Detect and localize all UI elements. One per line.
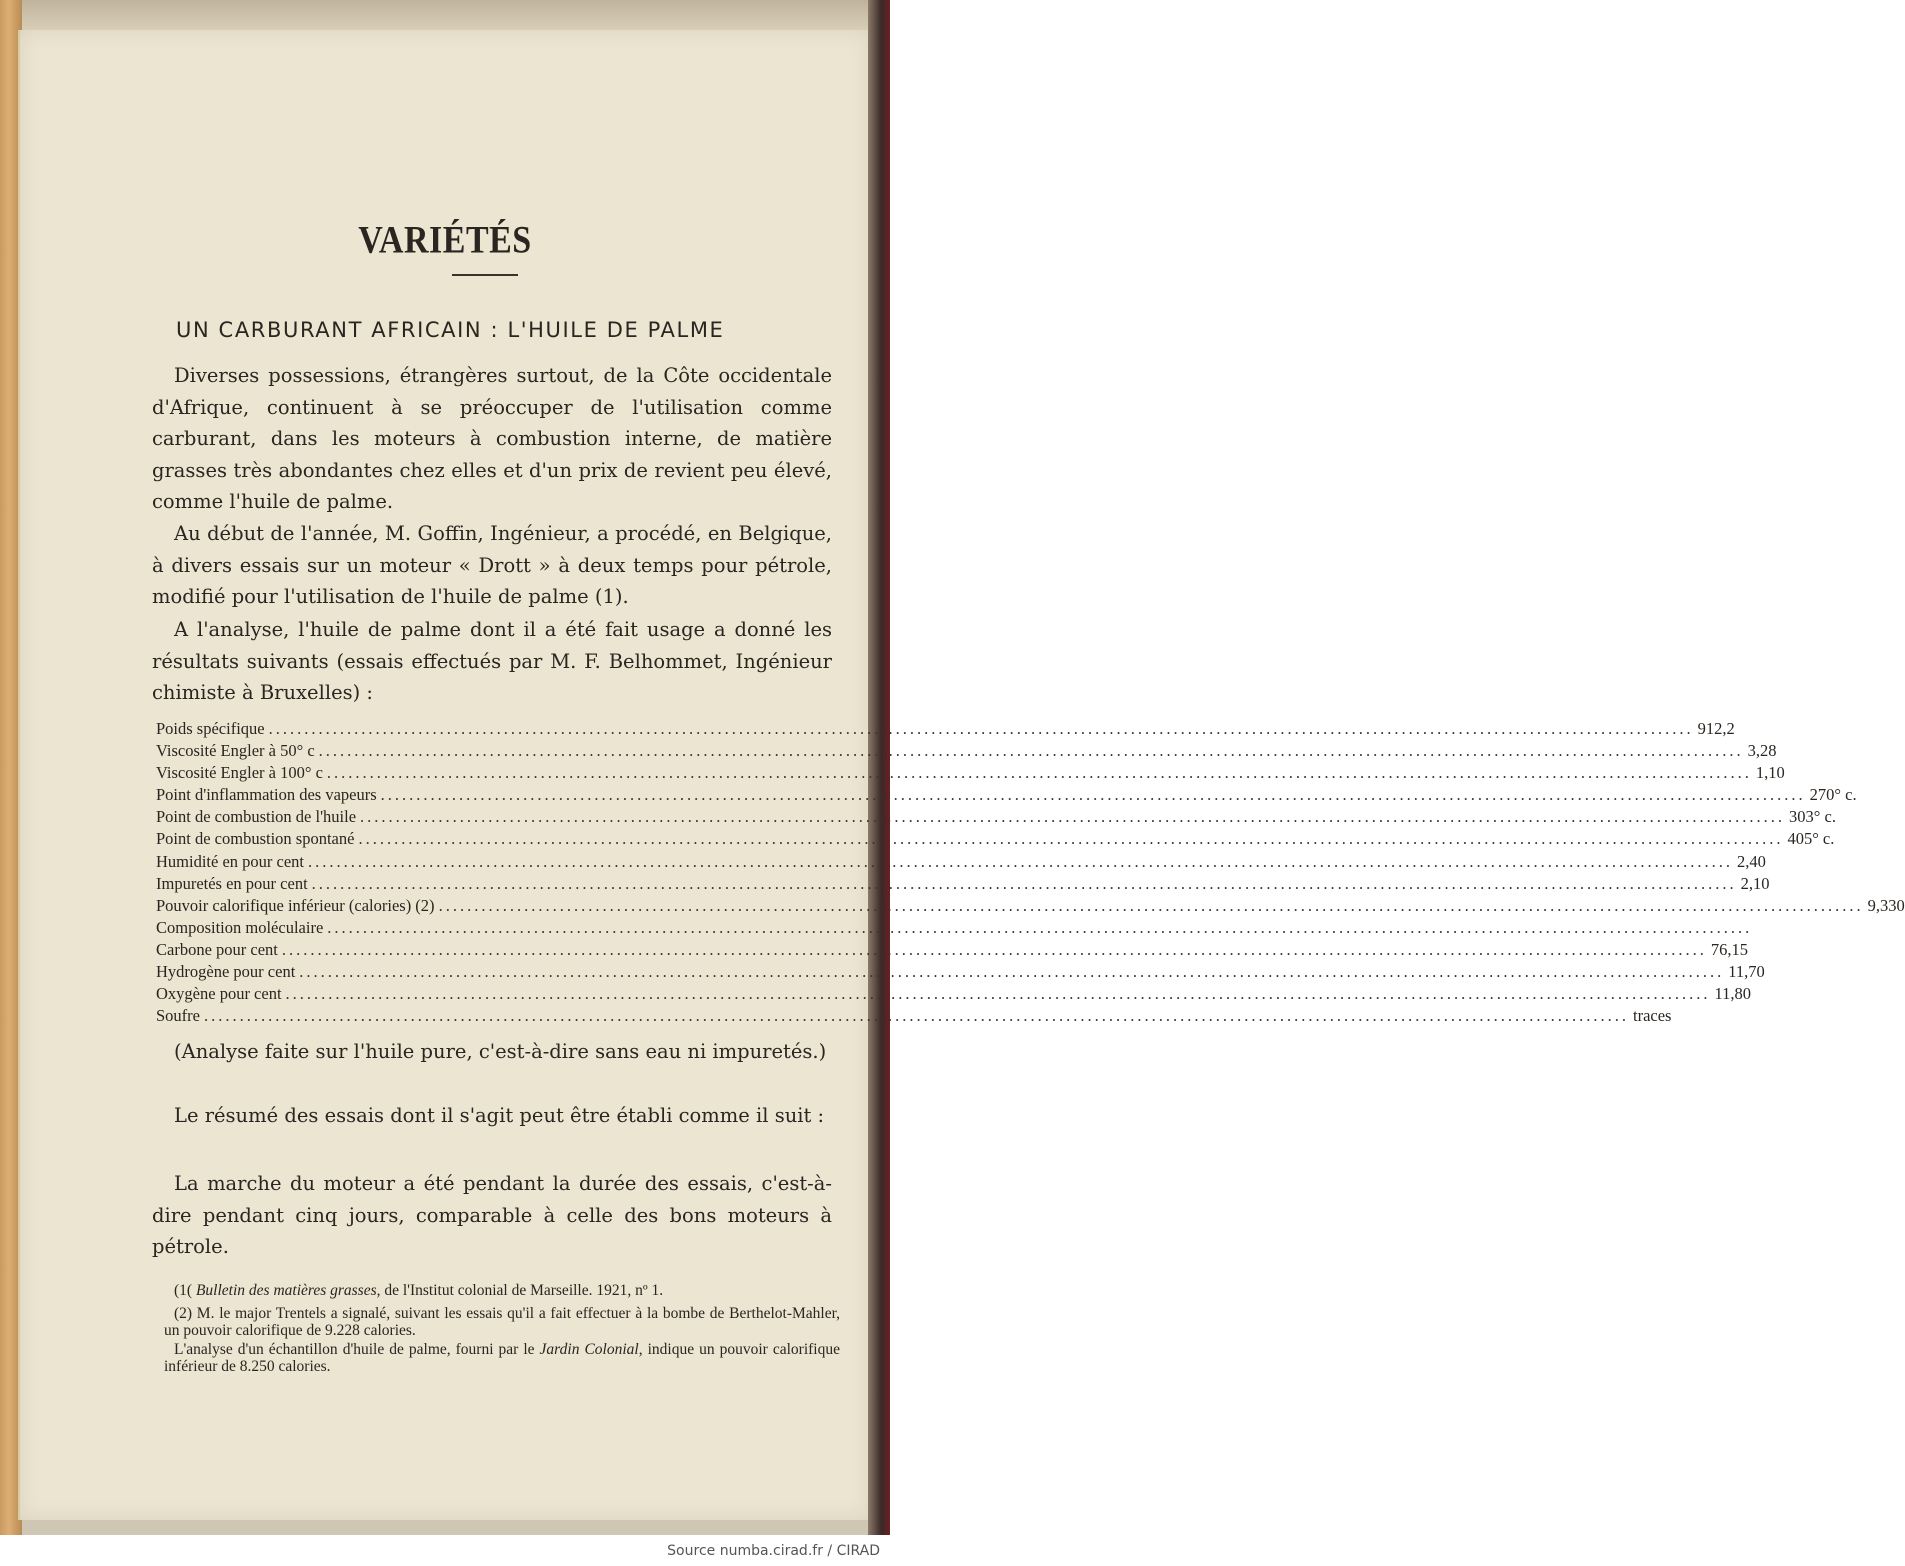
- analysis-label: Humidité en pour cent: [156, 851, 305, 871]
- dot-leader: ........................................................................................................................................................................................................: [438, 895, 1864, 915]
- analysis-row: [156, 917, 1753, 939]
- analysis-label: Point de combustion de l'huile: [156, 807, 357, 827]
- analysis-value: 11,80: [1714, 984, 1752, 1004]
- analysis-label: Carbone pour cent: [156, 939, 278, 959]
- analysis-label: Soufre: [156, 1006, 200, 1026]
- analysis-value: 270° c.: [1809, 785, 1857, 805]
- analysis-label: Pouvoir calorifique inférieur (calories) (2): [156, 895, 435, 915]
- dot-leader: ........................................................................................................................................................................................................: [268, 719, 1694, 738]
- dot-leader: ........................................................................................................................................................................................................: [308, 851, 1734, 871]
- dot-leader: ........................................................................................................................................................................................................: [311, 873, 1737, 893]
- analysis-label: Oxygène pour cent: [156, 984, 282, 1004]
- analysis-row: [156, 1005, 1672, 1027]
- paragraph-analysis: A l'analyse, l'huile de palme dont il a été fait usage a donné les résultats suivants (essais effectués par M. F. Belhommet, Ingénieur chimiste à Bruxelles) :: [152, 618, 832, 704]
- dot-leader: ........................................................................................................................................................................................................: [326, 763, 1752, 783]
- analysis-value: 9,330: [1867, 895, 1905, 915]
- footnote-2-continued: L'analyse d'un échantillon d'huile de palme, fourni par le Jardin Colonial, indique un pouvoir calorifique inférieur de 8.250 calories.: [164, 1341, 840, 1375]
- analysis-value: 1,10: [1755, 763, 1785, 783]
- analysis-row: [156, 873, 1770, 895]
- analysis-value: 11,70: [1728, 962, 1765, 982]
- analysis-row: [156, 851, 1766, 873]
- analysis-label: Viscosité Engler à 50° c: [156, 741, 315, 761]
- paragraph-intro: Diverses possessions, étrangères surtout, de la Côte occidentale d'Afrique, continuent à se préoccuper de l'utilisation comme carburant, dans les moteurs à combustion interne, de matière grasses très abondantes chez elles et d'un prix de revient peu élevé, comme l'huile de palme.: [152, 364, 832, 513]
- analysis-label: Poids spécifique: [156, 719, 265, 738]
- page-top-edge: [18, 0, 868, 30]
- paragraph-note: (Analyse faite sur l'huile pure, c'est-à-dire sans eau ni impuretés.): [174, 1040, 827, 1063]
- analysis-row: [156, 718, 1735, 740]
- analysis-row: [156, 740, 1777, 762]
- section-heading: VARIÉTÉS: [358, 219, 532, 262]
- footnote-1-title: Bulletin des matières grasses: [195, 1282, 377, 1299]
- footnote-2: (2) M. le major Trentels a signalé, suivant les essais qu'il a fait effectuer à la bombe de Berthelot-Mahler, un pouvoir calorifique de 9.228 calories.: [164, 1305, 840, 1339]
- footnotes: [164, 1282, 840, 1377]
- analysis-row: [156, 806, 1836, 828]
- analysis-label: Hydrogène pour cent: [156, 962, 296, 982]
- analysis-row: [156, 784, 1857, 806]
- analysis-row: [156, 983, 1752, 1005]
- analysis-value: 405° c.: [1787, 829, 1835, 849]
- analysis-label: Point d'inflammation des vapeurs: [156, 785, 377, 805]
- paragraph-goffin: Au début de l'année, M. Goffin, Ingénieur, a procédé, en Belgique, à divers essais sur un moteur « Drott » à deux temps pour pétrole, modifié pour l'utilisation de l'huile de palme (1).: [152, 522, 832, 608]
- analysis-row: [156, 961, 1765, 983]
- dot-leader: ........................................................................................................................................................................................................: [281, 939, 1707, 959]
- analysis-table: [156, 718, 1905, 1027]
- analysis-label: Viscosité Engler à 100° c: [156, 763, 323, 783]
- analysis-value: 303° c.: [1789, 807, 1836, 827]
- analysis-value: traces: [1633, 1006, 1672, 1026]
- dot-leader: ........................................................................................................................................................................................................: [327, 917, 1753, 937]
- dot-leader: ........................................................................................................................................................................................................: [318, 741, 1744, 761]
- analysis-value: 76,15: [1710, 939, 1748, 959]
- dot-leader: ........................................................................................................................................................................................................: [204, 1006, 1629, 1026]
- source-credit: Source numba.cirad.fr / CIRAD: [667, 1543, 880, 1559]
- dot-leader: ........................................................................................................................................................................................................: [380, 785, 1806, 805]
- analysis-value: 912,2: [1697, 719, 1735, 738]
- footnote-1: (1( Bulletin des matières grasses, de l'Institut colonial de Marseille. 1921, nº 1.: [174, 1282, 664, 1299]
- dot-leader: ........................................................................................................................................................................................................: [285, 984, 1711, 1004]
- paragraph-engine: La marche du moteur a été pendant la durée des essais, c'est-à-dire pendant cinq jours, comparable à celle des bons moteurs à pétrole.: [152, 1172, 832, 1258]
- dot-leader: ........................................................................................................................................................................................................: [358, 829, 1784, 849]
- analysis-label: Composition moléculaire: [156, 917, 324, 937]
- analysis-value: 2,10: [1740, 873, 1770, 893]
- dot-leader: ........................................................................................................................................................................................................: [360, 807, 1786, 827]
- dot-leader: ........................................................................................................................................................................................................: [299, 962, 1725, 982]
- analysis-row: [156, 828, 1835, 850]
- analysis-value: 2,40: [1737, 851, 1766, 871]
- analysis-row: [156, 939, 1748, 961]
- paragraph-summary: Le résumé des essais dont il s'agit peut être établi comme il suit :: [174, 1104, 825, 1127]
- article-title: UN CARBURANT AFRICAIN : L'HUILE DE PALME: [176, 318, 725, 342]
- analysis-row: [156, 762, 1785, 784]
- analysis-label: Point de combustion spontané: [156, 829, 355, 849]
- heading-rule: [452, 274, 518, 276]
- analysis-row: [156, 895, 1905, 917]
- analysis-value: 3,28: [1747, 741, 1777, 761]
- analysis-label: Impuretés en pour cent: [156, 873, 308, 893]
